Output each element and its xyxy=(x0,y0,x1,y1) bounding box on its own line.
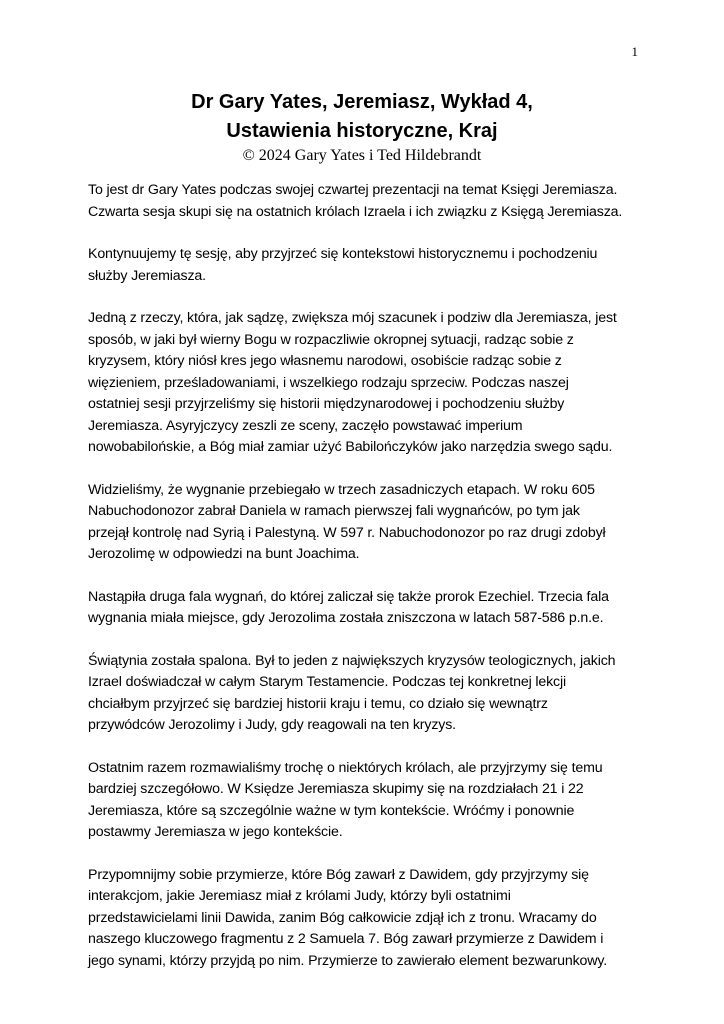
text-line: Przypomnijmy sobie przymierze, które Bóg zawarł z Dawidem, gdy przyjrzymy się xyxy=(88,866,589,883)
text-line: Kontynuujemy tę sesję, aby przyjrzeć się kontekstowi historycznemu i pochodzeniu xyxy=(88,246,598,262)
text-line: interakcjom, jakie Jeremiasz miał z królami Judy, którzy byli ostatnimi xyxy=(88,888,511,904)
text-line: Ostatnim razem rozmawialiśmy trochę o niektórych królach, ale przyjrzymy się temu xyxy=(88,759,603,776)
text-line: Jeremiasza. Asyryjczycy zeszli ze sceny, zaczęło powstawać imperium xyxy=(88,417,523,434)
copyright-notice: © 2024 Gary Yates i Ted Hildebrandt xyxy=(242,147,482,164)
paragraph-5 xyxy=(88,587,648,630)
text-line: przywódców Jerozolimy i Judy, gdy reagowali na ten kryzys. xyxy=(88,717,456,733)
paragraph-7 xyxy=(88,758,648,844)
document-body xyxy=(88,180,648,993)
document-title-line-1: Dr Gary Yates, Jeremiasz, Wykład 4, xyxy=(191,91,533,113)
text-line: Nastąpiła druga fala wygnań, do której zaliczał się także prorok Ezechiel. Trzecia fala xyxy=(88,588,609,605)
text-line: przedstawicielami linii Dawida, zanim Bóg całkowicie zdjął ich z tronu. Wracamy do xyxy=(88,909,597,926)
text-line: chciałbym przyjrzeć się bardziej historii kraju i temu, co działo się wewnątrz xyxy=(88,695,548,712)
text-line: naszego kluczowego fragmentu z 2 Samuela 7. Bóg zawarł przymierze z Dawidem i xyxy=(88,931,604,947)
text-line: Jerozolimę w odpowiedzi na bunt Joachima. xyxy=(88,546,360,562)
text-line: nowobabilońskie, a Bóg miał zamiar użyć Babilończyków jako narzędzia swego sądu. xyxy=(88,439,613,455)
text-line: Czwarta sesja skupi się na ostatnich królach Izraela i ich związku z Księgą Jeremiasza. xyxy=(88,203,623,220)
text-line: bardziej szczegółowo. W Księdze Jeremiasza skupimy się na rozdziałach 21 i 22 xyxy=(88,781,584,797)
title-block xyxy=(0,88,724,166)
paragraph-2 xyxy=(88,244,648,287)
paragraph-4 xyxy=(88,480,648,566)
text-line: postawmy Jeremiasza w jego kontekście. xyxy=(88,824,343,840)
text-line: wygnania miała miejsce, gdy Jerozolima została zniszczona w latach 587-586 p.n.e. xyxy=(88,610,604,626)
text-line: ostatniej sesji przyjrzeliśmy się historii międzynarodowej i pochodzeniu służby xyxy=(88,396,565,412)
paragraph-1 xyxy=(88,180,648,223)
document-title-line-2: Ustawienia historyczne, Kraj xyxy=(226,120,498,142)
text-line: jego synami, którzy przyjdą po nim. Przymierze to zawierało element bezwarunkowy. xyxy=(88,952,608,969)
text-line: Izrael doświadczał w całym Starym Testamencie. Podczas tej konkretnej lekcji xyxy=(88,674,566,690)
paragraph-8 xyxy=(88,865,648,973)
text-line: służby Jeremiasza. xyxy=(88,267,206,284)
paragraph-3 xyxy=(88,308,648,459)
text-line: To jest dr Gary Yates podczas swojej czwartej prezentacji na temat Księgi Jeremiasza. xyxy=(88,182,618,198)
text-line: więzieniem, prześladowaniami, i wszelkiego rodzaju sprzeciw. Podczas naszej xyxy=(88,374,569,391)
text-line: sposób, w jaki był wierny Bogu w rozpaczliwie okropnej sytuacji, radząc sobie z xyxy=(88,331,574,348)
text-line: kryzysem, który niósł kres jego własnemu narodowi, osobiście radząc sobie z xyxy=(88,353,562,369)
page-number: 1 xyxy=(631,44,638,59)
text-line: Widzieliśmy, że wygnanie przebiegało w trzech zasadniczych etapach. W roku 605 xyxy=(88,481,595,498)
text-line: przejął kontrolę nad Syrią i Palestyną. W 597 r. Nabuchodonozor po raz drugi zdobył xyxy=(88,524,606,541)
text-line: Nabuchodonozor zabrał Daniela w ramach pierwszej fali wygnańców, po tym jak xyxy=(88,503,580,519)
text-line: Jeremiasza, które są szczególnie ważne w tym kontekście. Wróćmy i ponownie xyxy=(88,802,575,819)
text-line: Świątynia została spalona. Był to jeden z największych kryzysów teologicznych, jakich xyxy=(88,652,616,669)
paragraph-6 xyxy=(88,651,648,737)
text-line: Jedną z rzeczy, która, jak sądzę, zwiększa mój szacunek i podziw dla Jeremiasza, jest xyxy=(88,310,617,326)
